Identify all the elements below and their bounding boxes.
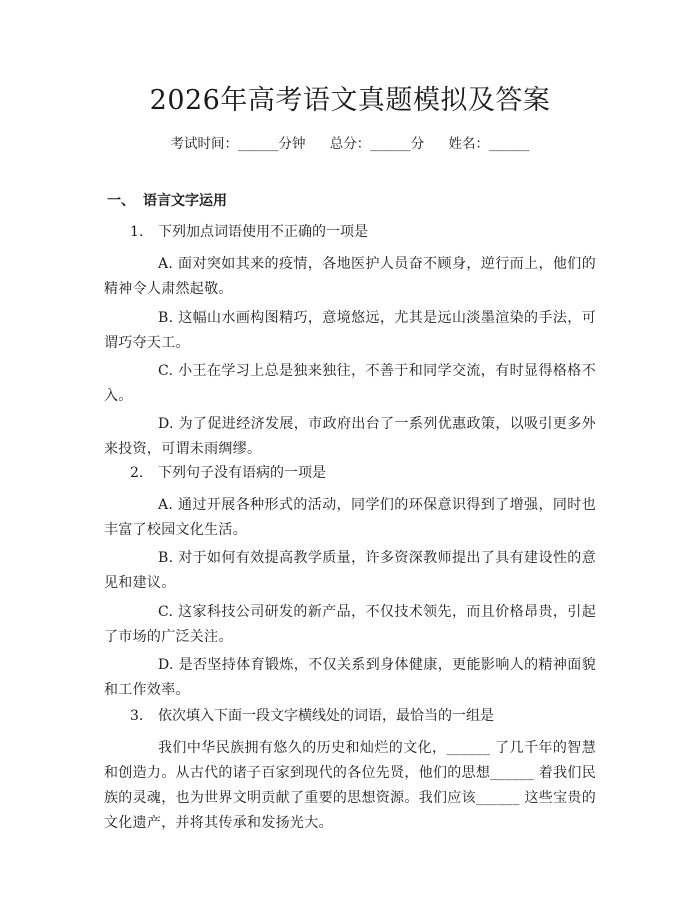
section-number: 一、 xyxy=(107,193,135,209)
section-heading xyxy=(107,191,227,211)
exam-name: 姓名：______ xyxy=(448,136,530,152)
page-title: 2026年高考语文真题模拟及答案 xyxy=(149,85,551,116)
exam-meta xyxy=(0,134,700,154)
question-text: 下列句子没有语病的一项是 xyxy=(158,465,326,481)
answer-option: B. 这幅山水画构图精巧，意境悠远，尤其是远山淡墨渲染的手法，可谓巧夺天工。 xyxy=(104,310,596,351)
answer-option: D. 是否坚持体育锻炼，不仅关系到身体健康，更能影响人的精神面貌和工作效率。 xyxy=(104,657,596,698)
exam-time: 考试时间：______分钟 xyxy=(170,136,306,152)
answer-option: C. 小王在学习上总是独来独往，不善于和同学交流，有时显得格格不入。 xyxy=(104,363,596,404)
question-number: 2. xyxy=(130,465,144,481)
question-stem xyxy=(130,706,494,726)
question-stem xyxy=(130,222,368,242)
exam-score: 总分：______分 xyxy=(329,136,425,152)
answer-option: A. 面对突如其来的疫情，各地医护人员奋不顾身，逆行而上，他们的精神令人肃然起敬。 xyxy=(104,256,596,297)
question-number: 1. xyxy=(130,224,144,240)
passage-paragraph: 我们中华民族拥有悠久的历史和灿烂的文化，______ 了几千年的智慧和创造力。从古代的诸子百家到现代的各位先贤，他们的思想______ 着我们民族的灵魂，也为世界文明贡献了重要的思想资源。我们应该______ 这些宝贵的文化遗产，并将其传承和发扬光大。 xyxy=(104,740,596,831)
question-text: 下列加点词语使用不正确的一项是 xyxy=(158,224,368,240)
answer-option: D. 为了促进经济发展，市政府出台了一系列优惠政策，以吸引更多外来投资，可谓未雨绸缪。 xyxy=(104,416,596,457)
section-title: 语言文字运用 xyxy=(143,193,227,209)
question-number: 3. xyxy=(130,708,144,724)
answer-option: B. 对于如何有效提高教学质量，许多资深教师提出了具有建设性的意见和建议。 xyxy=(104,550,596,591)
question-text: 依次填入下面一段文字横线处的词语，最恰当的一组是 xyxy=(158,708,494,724)
answer-option: A. 通过开展各种形式的活动，同学们的环保意识得到了增强，同时也丰富了校园文化生活。 xyxy=(104,497,596,538)
question-stem xyxy=(130,463,326,483)
answer-option: C. 这家科技公司研发的新产品，不仅技术领先，而且价格昂贵，引起了市场的广泛关注。 xyxy=(104,604,596,645)
